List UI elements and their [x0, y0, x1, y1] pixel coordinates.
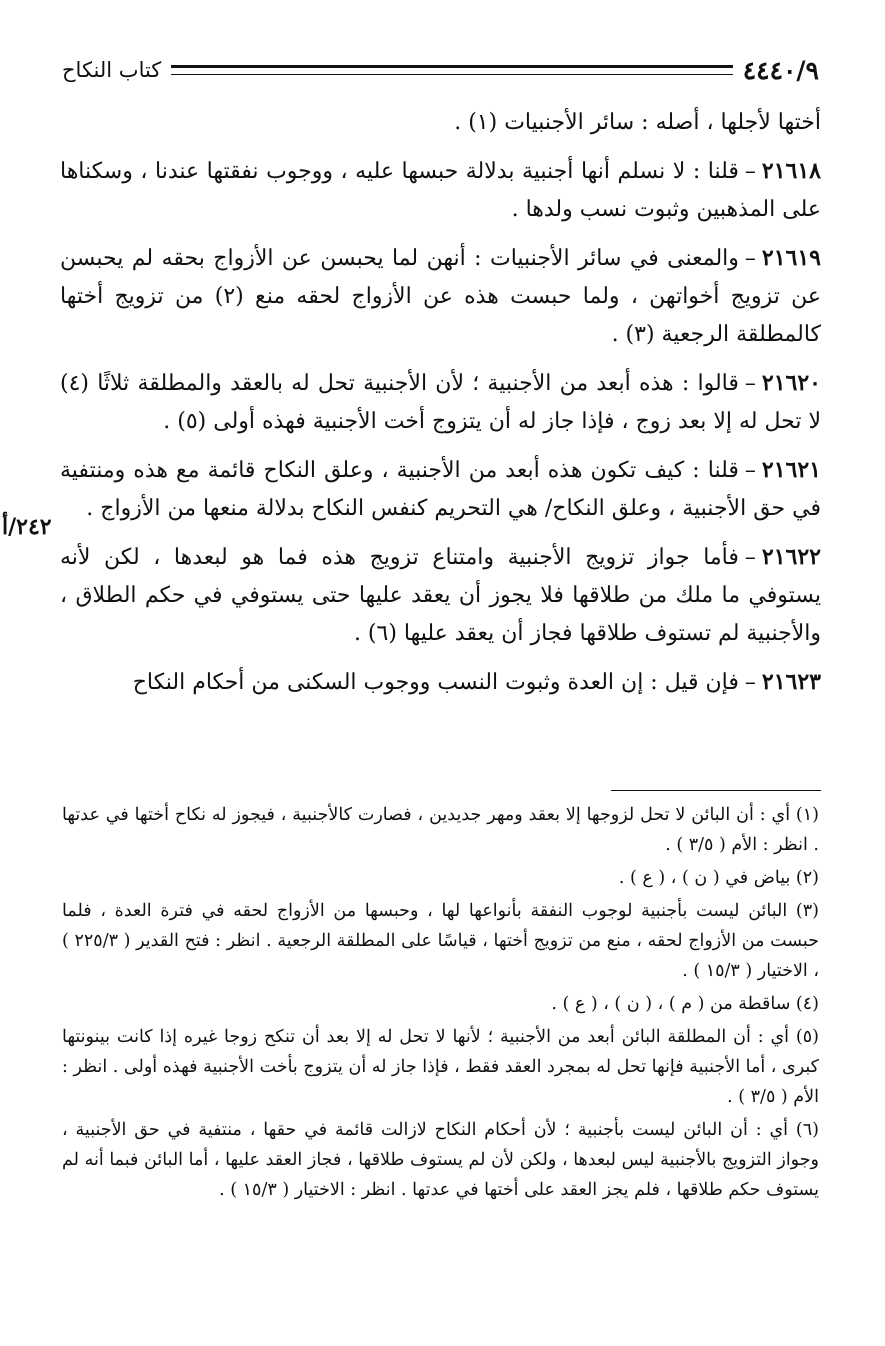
- paragraph: [60, 104, 821, 142]
- paragraph: ٢١٦٢٢–فأما جواز تزويج الأجنبية وامتناع تزويج هذه فما هو لبعدها ، لكن لأنه يستوفي ما ملك من طلاقها فلا يجوز أن يعقد عليها حتى يستوفي في حكم الطلاق ، والأجنبية لم تستوف طلاقها فجاز أن يعقد عليها (٦) .: [60, 544, 821, 646]
- footnote: (١) أي : أن البائن لا تحل لزوجها إلا بعقد ومهر جديدين ، فصارت كالأجنبية ، فيجوز له نكاح أختها في عدتها . انظر : الأم ( ٣/٥ ) .: [62, 805, 819, 855]
- paragraph-text: قالوا : هذه أبعد من الأجنبية ؛ لأن الأجنبية تحل له بالعقد والمطلقة ثلاثًا (٤) لا تحل له إلا بعد زوج ، فإذا جاز له أن يتزوج أخت الأجنبية فهذه أولى (٥) .: [60, 371, 821, 434]
- running-header: [62, 50, 819, 90]
- footnote: (٤) ساقطة من ( م ) ، ( ن ) ، ( ع ) .: [551, 994, 819, 1014]
- footnote: (٥) أي : أن المطلقة البائن أبعد من الأجنبية ؛ لأنها لا تحل له إلا بعد أن تنكح زوجا غيره إذا كانت بينونتها كبرى ، أما الأجنبية فإنها تحل له بمجرد العقد فقط ، فإذا جاز له أن يتزوج بأخت الأجنبية فهذه أولى . انظر : الأم ( ٣/٥ ) .: [62, 1027, 819, 1107]
- footnote: (٣) البائن ليست بأجنبية لوجوب النفقة بأنواعها لها ، وحبسها من الأزواج لحقه في فترة العدة ، فلما حبست من الأزواج لحقه ، منع من تزويج أختها ، قياسًا على المطلقة الرجعية . انظر : فتح القدير ( ٢٢٥/٣ ) ، الاختيار ( ١٥/٣ ) .: [62, 901, 820, 981]
- paragraph-number: ٢١٦٢٢: [761, 544, 821, 570]
- page-number: ٤٤٤٠/٩: [742, 55, 819, 85]
- paragraph-text: فأما جواز تزويج الأجنبية وامتناع تزويج هذه فما هو لبعدها ، لكن لأنه يستوفي ما ملك من طلاقها فلا يجوز أن يعقد عليها حتى يستوفي في حكم الطلاق ، والأجنبية لم تستوف طلاقها فجاز أن يعقد عليها (٦) .: [60, 545, 821, 646]
- paragraph-number: ٢١٦١٨: [761, 158, 821, 184]
- paragraph-number: ٢١٦٢١: [761, 457, 821, 483]
- paragraph-text: والمعنى في سائر الأجنبيات : أنهن لما يحبسن عن الأزواج بحقه لم يحبسن عن تزويج أخواتهن ، ولما حبست هذه عن الأزواج لحقه منع (٢) من تزويج أختها كالمطلقة الرجعية (٣) .: [60, 246, 822, 347]
- paragraph-text: قلنا : لا نسلم أنها أجنبية بدلالة حبسها عليه ، ووجوب نفقتها عندنا ، وسكناها على المذهبين وثبوت نسب ولدها .: [60, 159, 821, 222]
- manuscript-folio-ref: ٢٤٢/أ: [2, 514, 52, 540]
- footnote: (٦) أي : أن البائن ليست بأجنبية ؛ لأن أحكام النكاح لازالت قائمة في حقها ، منتفية في حق الأجنبية ، وجواز التزويج بالأجنبية ليس لبعدها ، ولكن لأن لم يستوف طلاقها ، فجاز العقد عليها ، أما البائن فبما أنه لم يستوف حكم طلاقها ، فلم يجز العقد على أختها في عدتها . انظر : الاختيار ( ١٥/٣ ) .: [62, 1120, 819, 1200]
- paragraph-text: فإن قيل : إن العدة وثبوت النسب ووجوب السكنى من أحكام النكاح: [132, 670, 739, 695]
- paragraph-number: ٢١٦١٩: [761, 245, 821, 271]
- paragraph-number: ٢١٦٢٠: [761, 370, 821, 396]
- paragraph-number: ٢١٦٢٣: [761, 669, 821, 695]
- main-text: [60, 104, 821, 712]
- header-rule: [171, 65, 732, 75]
- footnote-separator: [611, 790, 821, 791]
- paragraph: ٢١٦١٨–قلنا : لا نسلم أنها أجنبية بدلالة حبسها عليه ، ووجوب نفقتها عندنا ، وسكناها على المذهبين وثبوت نسب ولدها .: [60, 158, 821, 222]
- paragraph-text: قلنا : كيف تكون هذه أبعد من الأجنبية ، وعلق النكاح قائمة مع هذه ومنتفية في حق الأجنبية ، وعلق النكاح/ هي التحريم كنفس النكاح بدلالة منعها من الأزواج .: [60, 458, 821, 521]
- paragraph: ٢١٦٢٠–قالوا : هذه أبعد من الأجنبية ؛ لأن الأجنبية تحل له بالعقد والمطلقة ثلاثًا (٤) لا تحل له إلا بعد زوج ، فإذا جاز له أن يتزوج أخت الأجنبية فهذه أولى (٥) .: [60, 370, 821, 434]
- footnotes: [62, 800, 819, 1208]
- paragraph: ٢١٦٢٣–فإن قيل : إن العدة وثبوت النسب ووجوب السكنى من أحكام النكاح: [132, 669, 821, 695]
- paragraph: ٢١٦٢١–قلنا : كيف تكون هذه أبعد من الأجنبية ، وعلق النكاح قائمة مع هذه ومنتفية في حق الأجنبية ، وعلق النكاح/ هي التحريم كنفس النكاح بدلالة منعها من الأزواج .: [60, 457, 821, 521]
- footnote: (٢) بياض في ( ن ) ، ( ع ) .: [618, 868, 819, 888]
- book-title: كتاب النكاح: [62, 58, 162, 82]
- paragraph-text: أختها لأجلها ، أصله : سائر الأجنبيات (١) .: [454, 110, 821, 135]
- paragraph: ٢١٦١٩–والمعنى في سائر الأجنبيات : أنهن لما يحبسن عن الأزواج بحقه لم يحبسن عن تزويج أخواتهن ، ولما حبست هذه عن الأزواج لحقه منع (٢) من تزويج أختها كالمطلقة الرجعية (٣) .: [60, 245, 822, 347]
